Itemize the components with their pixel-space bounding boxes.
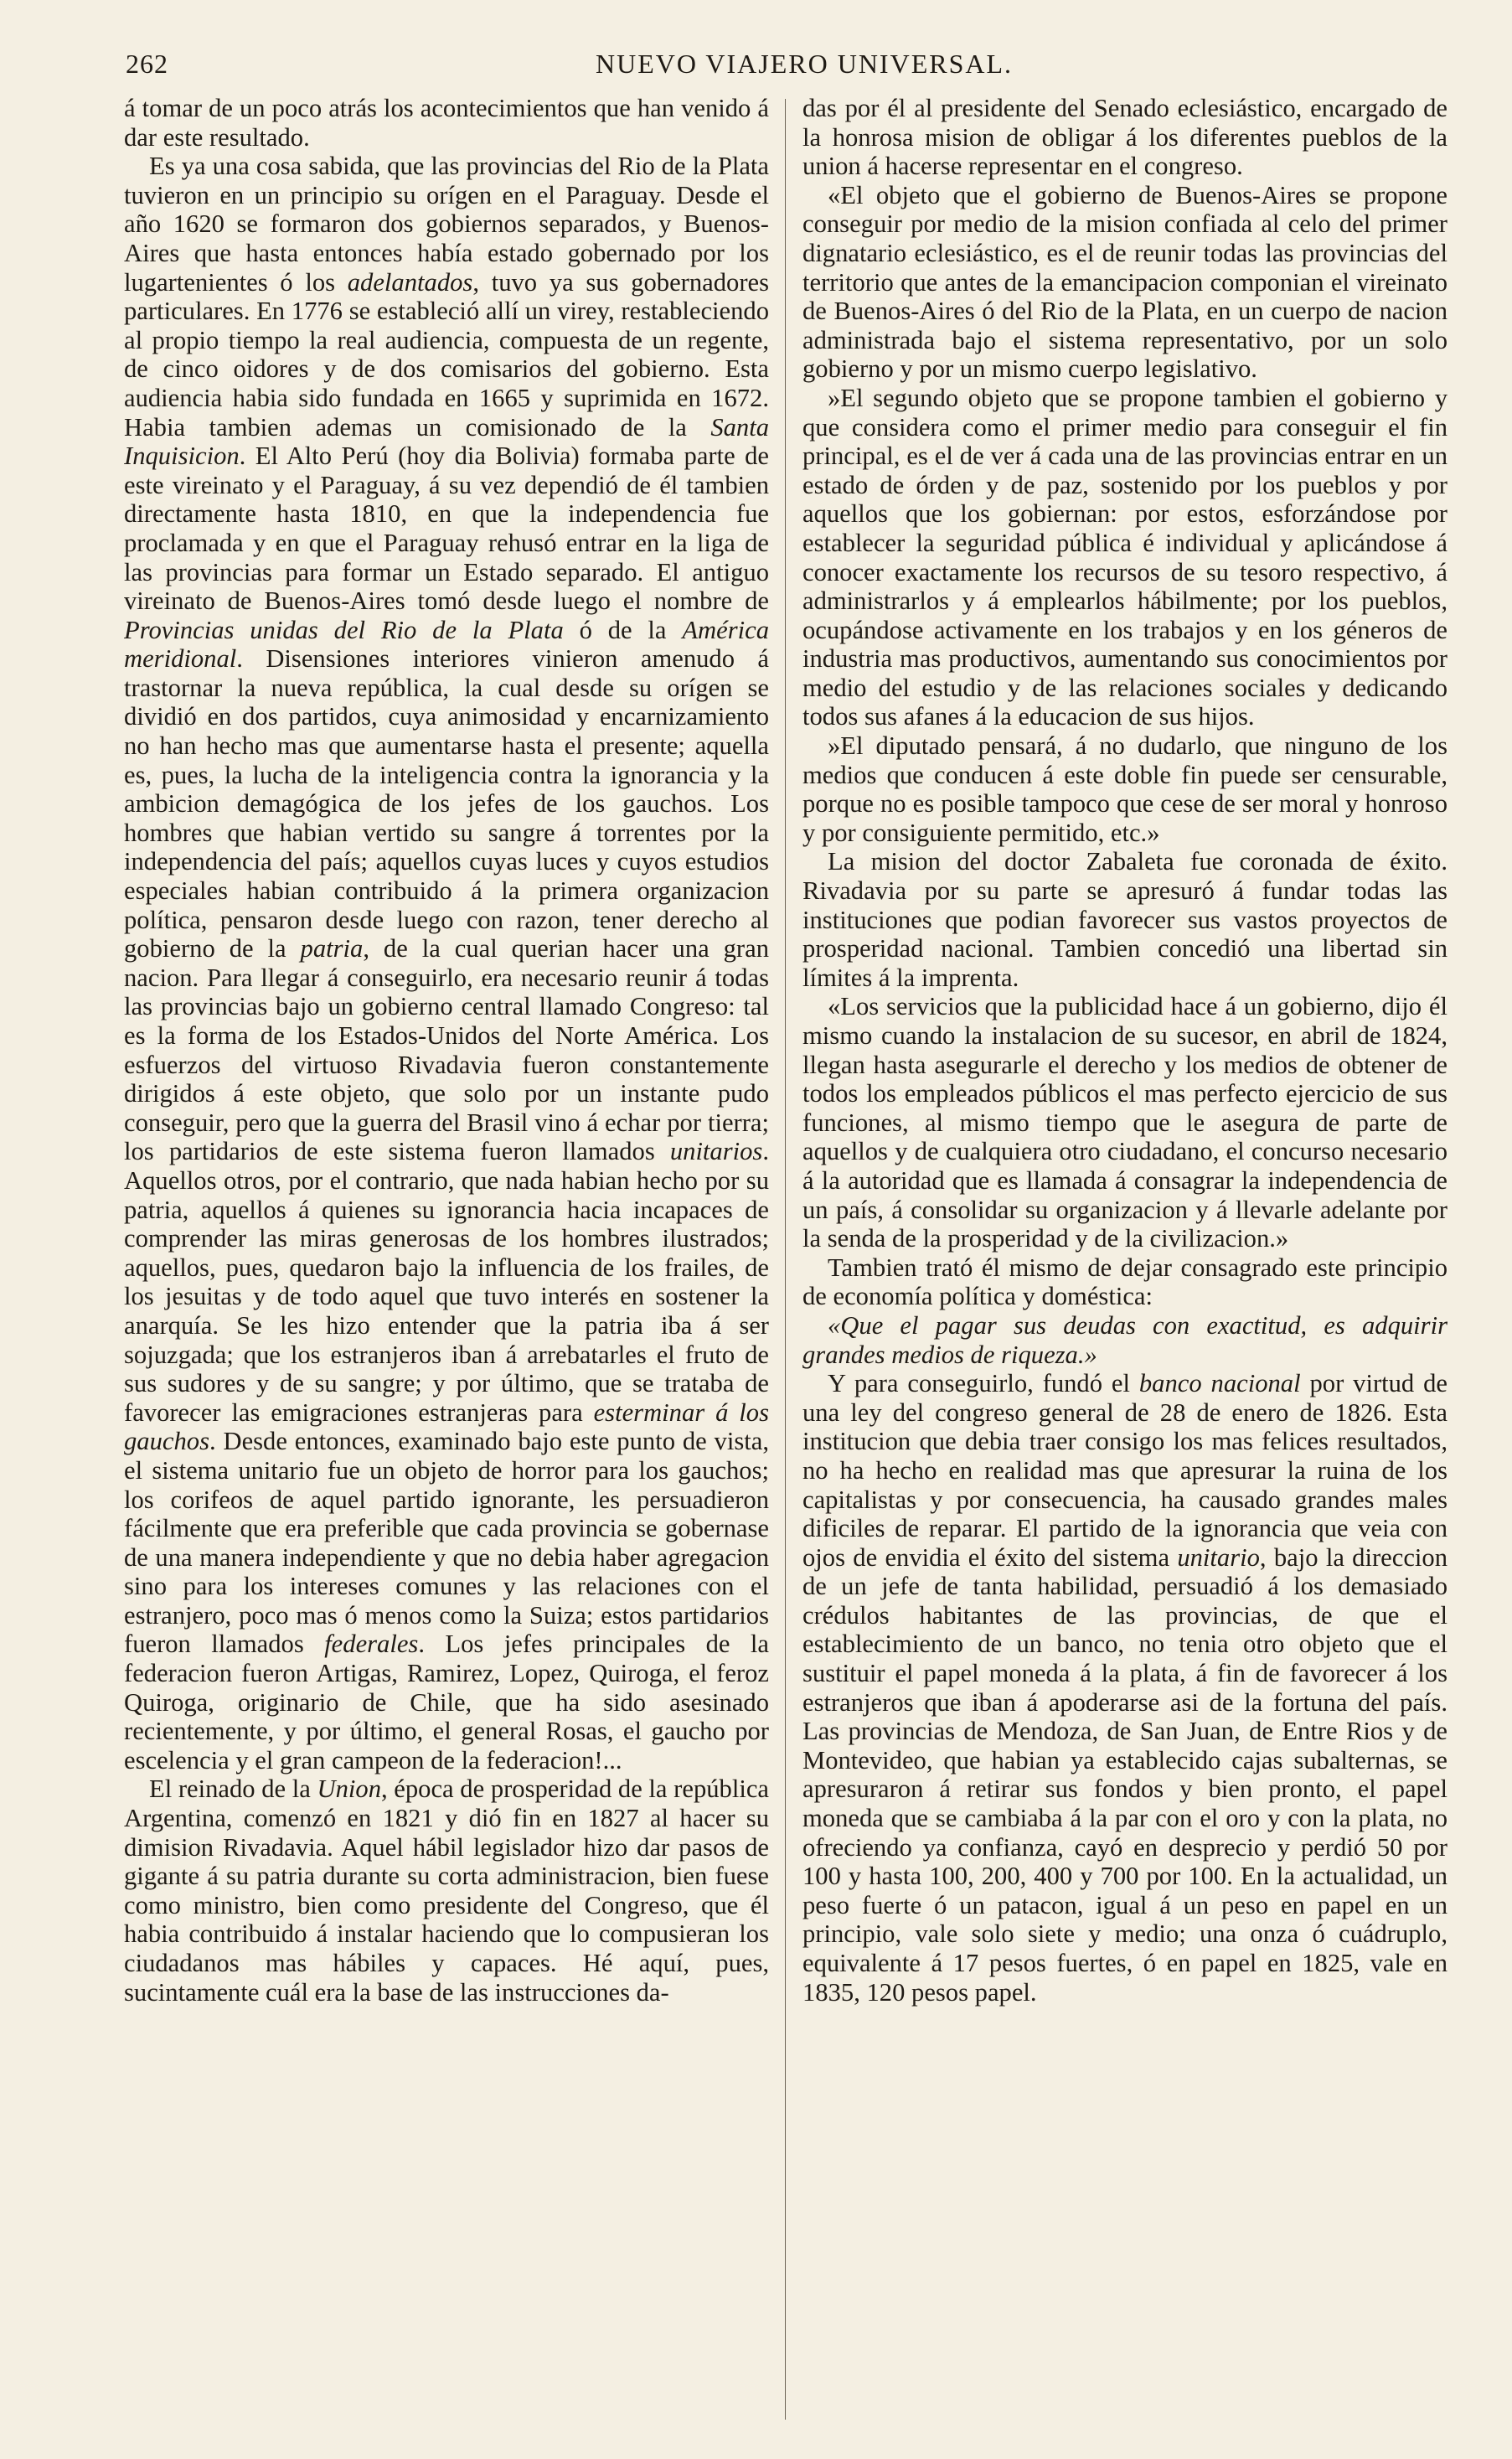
paragraph: á tomar de un poco atrás los acontecimientos que han venido á dar este resultado. <box>124 94 769 152</box>
paragraph: Es ya una cosa sabida, que las provincias del Rio de la Plata tuvieron en un principio su orígen en el Paraguay. Desde el año 1620 se formaron dos gobiernos separados, y Buenos-Aires que hasta entonces había estado gobernado por los lugartenientes ó los adelantados, tuvo ya sus gobernadores particulares. En 1776 se estableció allí un virey, restableciendo al propio tiempo la real audiencia, compuesta de un regente, de cinco oidores y de dos comisarios del gobierno. Esta audiencia habia sido fundada en 1665 y suprimida en 1672. Habia tambien ademas un comisionado de la Santa Inquisicion. El Alto Perú (hoy dia Bolivia) formaba parte de este vireinato y el Paraguay, á su vez dependió de él tambien directamente hasta 1810, en que la independencia fue proclamada y en que el Paraguay rehusó entrar en la liga de las provincias para formar un Estado separado. El antiguo vireinato de Buenos-Aires tomó desde luego el nombre de Provincias unidas del Rio de la Plata ó de la América meridional. Disensiones interiores vinieron amenudo á trastornar la nueva república, la cual desde su orígen se dividió en dos partidos, cuya animosidad y encarnizamiento no han hecho mas que aumentarse hasta el presente; aquella es, pues, la lucha de la inteligencia contra la ignorancia y la ambicion demagógica de los jefes de los gauchos. Los hombres que habian vertido su sangre á torrentes por la independencia del país; aquellos cuyas luces y cuyos estudios especiales habian contribuido á la primera organizacion política, pensaron desde luego con razon, tener derecho al gobierno de la patria, de la cual querian hacer una gran nacion. Para llegar á conseguirlo, era necesario reunir á todas las provincias bajo un gobierno central llamado Congreso: tal es la forma de los Estados-Unidos del Norte América. Los esfuerzos del virtuoso Rivadavia fueron constantemente dirigidos á este objeto, que solo por un instante pudo conseguir, pero que la guerra del Brasil vino á echar por tierra; los partidarios de este sistema fueron llamados unitarios. Aquellos otros, por el contrario, que nada habian hecho por su patria, aquellos á quienes su ignorancia hacia incapaces de comprender las miras generosas de los hombres ilustrados; aquellos, pues, quedaron bajo la influencia de los frailes, de los jesuitas y de todo aquel que tuvo interés en sostener la anarquía. Se les hizo entender que la patria iba á ser sojuzgada; que los estranjeros iban á arrebatarles el fruto de sus sudores y de su sangre; y por último, que se trataba de favorecer las emigraciones estranjeras para esterminar á los gauchos. Desde entonces, examinado bajo este punto de vista, el sistema unitario fue un objeto de horror para los gauchos; los corifeos de aquel partido ignorante, les persuadieron fácilmente que era preferible que cada provincia se gobernase de una manera independiente y que no debia haber agregacion sino para los intereses comunes y las relaciones con el estranjero, poco mas ó menos como la Suiza; estos partidarios fueron llamados federales. Los jefes principales de la federacion fueron Artigas, Ramirez, Lopez, Quiroga, el feroz Quiroga, originario de Chile, que ha sido asesinado recientemente, y por último, el general Rosas, el gaucho por escelencia y el gran campeon de la federacion!... <box>124 152 769 1775</box>
left-column <box>124 94 769 2423</box>
paragraph <box>802 1311 1447 1369</box>
italic-term: adelantados <box>347 267 473 297</box>
italic-term: banco nacional <box>1138 1369 1301 1398</box>
paragraph: «Los servicios que la publicidad hace á un gobierno, dijo él mismo cuando la instalacion de su sucesor, en abril de 1824, llegan hasta asegurarle el derecho y los medios de obtener de todos los empleados públicos el mas perfecto ejercicio de sus funciones, al mismo tiempo que le asegura de parte de aquellos y de cualquiera otro ciudadano, el concurso necesario á la autoridad que es llamada á consagrar la independencia de un país, á consolidar su organizacion y á llevarle adelante por la senda de la prosperidad y de la civilizacion.» <box>802 992 1447 1253</box>
italic-term: federales <box>324 1630 419 1659</box>
italic-term: patria <box>300 934 364 963</box>
italic-term: Provincias unidas del Rio de la Plata <box>124 615 564 644</box>
paragraph: «El objeto que el gobierno de Buenos-Aires se propone conseguir por medio de la mision confiada al celo del primer dignatario eclesiástico, es el de reunir todas las provincias del territorio que antes de la emancipacion componian el vireinato de Buenos-Aires ó del Rio de la Plata, en un cuerpo de nacion administrada bajo el sistema representativo, por un solo gobierno y por un mismo cuerpo legislativo. <box>802 180 1447 384</box>
paragraph: La mision del doctor Zabaleta fue coronada de éxito. Rivadavia por su parte se apresuró á fundar todas las instituciones que podian favorecer sus vastos proyectos de prosperidad nacional. Tambien concedió una libertad sin límites á la imprenta. <box>802 847 1447 992</box>
running-title: NUEVO VIAJERO UNIVERSAL. <box>595 49 1014 79</box>
paragraph: Y para conseguirlo, fundó el banco nacional por virtud de una ley del congreso general de 28 de enero de 1826. Esta institucion que debia traer consigo los mas felices resultados, no ha hecho en realidad mas que apresurar la ruina de los capitalistas y por consecuencia, ha causado grandes males dificiles de reparar. El partido de la ignorancia que veia con ojos de envidia el éxito del sistema unitario, bajo la direccion de un jefe de tanta habilidad, persuadió á los demasiado crédulos habitantes de las provincias, de que el establecimiento de un banco, no tenia otro objeto que el sustituir el papel moneda á la plata, á fin de favorecer á los estranjeros que iban á apoderarse asi de la fortuna del país. Las provincias de Mendoza, de San Juan, de Entre Rios y de Montevideo, que habian ya establecido cajas subalternas, se apresuraron á retirar sus fondos y bien pronto, el papel moneda que se cambiaba á la par con el oro y con la plata, no ofreciendo ya confianza, cayó en desprecio y perdió 50 por 100 y hasta 100, 200, 400 y 700 por 100. En la actualidad, un peso fuerte ó un patacon, igual á un peso en papel en un principio, vale solo siete y medio; una onza ó cuádruplo, equivalente á 17 pesos fuertes, ó en papel en 1825, vale en 1835, 120 pesos papel. <box>802 1369 1447 2007</box>
italic-term: Santa Inquisicion <box>124 412 769 471</box>
italic-term: unitarios <box>669 1137 763 1166</box>
paragraph: »El diputado pensará, á no dudarlo, que ninguno de los medios que conducen á este doble fin puede ser censurable, porque no es posible tampoco que cese de ser moral y honroso y por consiguiente permitido, etc.» <box>802 731 1447 847</box>
italic-quote: «Que el pagar sus deudas con exactitud, es adquirir grandes medios de riqueza.» <box>802 1310 1447 1369</box>
italic-term: unitario <box>1177 1542 1260 1572</box>
paragraph: »El segundo objeto que se propone tambien el gobierno y que considera como el primer medio para conseguir el fin principal, es el de ver á cada una de las provincias entrar en un estado de órden y de paz, sostenido por los pueblos y por aquellos que los gobiernan: por estos, esforzándose por establecer la seguridad pública é individual y aplicándose á conocer exactamente los recursos de su tesoro respectivo, á administrarlos y á emplearlos hábilmente; por los pueblos, ocupándose activamente en los trabajos y en los géneros de industria mas productivos, aumentando sus conocimientos por medio del estudio y de las relaciones sociales y dedicando todos sus afanes á la educacion de sus hijos. <box>802 383 1447 731</box>
right-column <box>802 94 1447 2423</box>
italic-term: América meridional <box>124 615 769 674</box>
page-header <box>126 49 1483 87</box>
paragraph: Tambien trató él mismo de dejar consagrado este principio de economía política y doméstica: <box>802 1253 1447 1311</box>
column-divider <box>785 99 786 2420</box>
italic-term: Union <box>317 1775 381 1804</box>
paragraph: El reinado de la Union, época de prosperidad de la república Argentina, comenzó en 1821 y dió fin en 1827 al hacer su dimision Rivadavia. Aquel hábil legislador hizo dar pasos de gigante á su patria durante su corta administracion, bien fuese como ministro, bien como presidente del Congreso, que él habia contribuido á instalar haciendo que lo compusieran los ciudadanos mas hábiles y capaces. Hé aquí, pues, sucintamente cuál era la base de las instrucciones da- <box>124 1775 769 2007</box>
page-number: 262 <box>126 49 168 79</box>
italic-term: esterminar á los gauchos <box>124 1397 769 1456</box>
paragraph: das por él al presidente del Senado eclesiástico, encargado de la honrosa mision de obligar á los diferentes pueblos de la union á hacerse representar en el congreso. <box>802 94 1447 181</box>
